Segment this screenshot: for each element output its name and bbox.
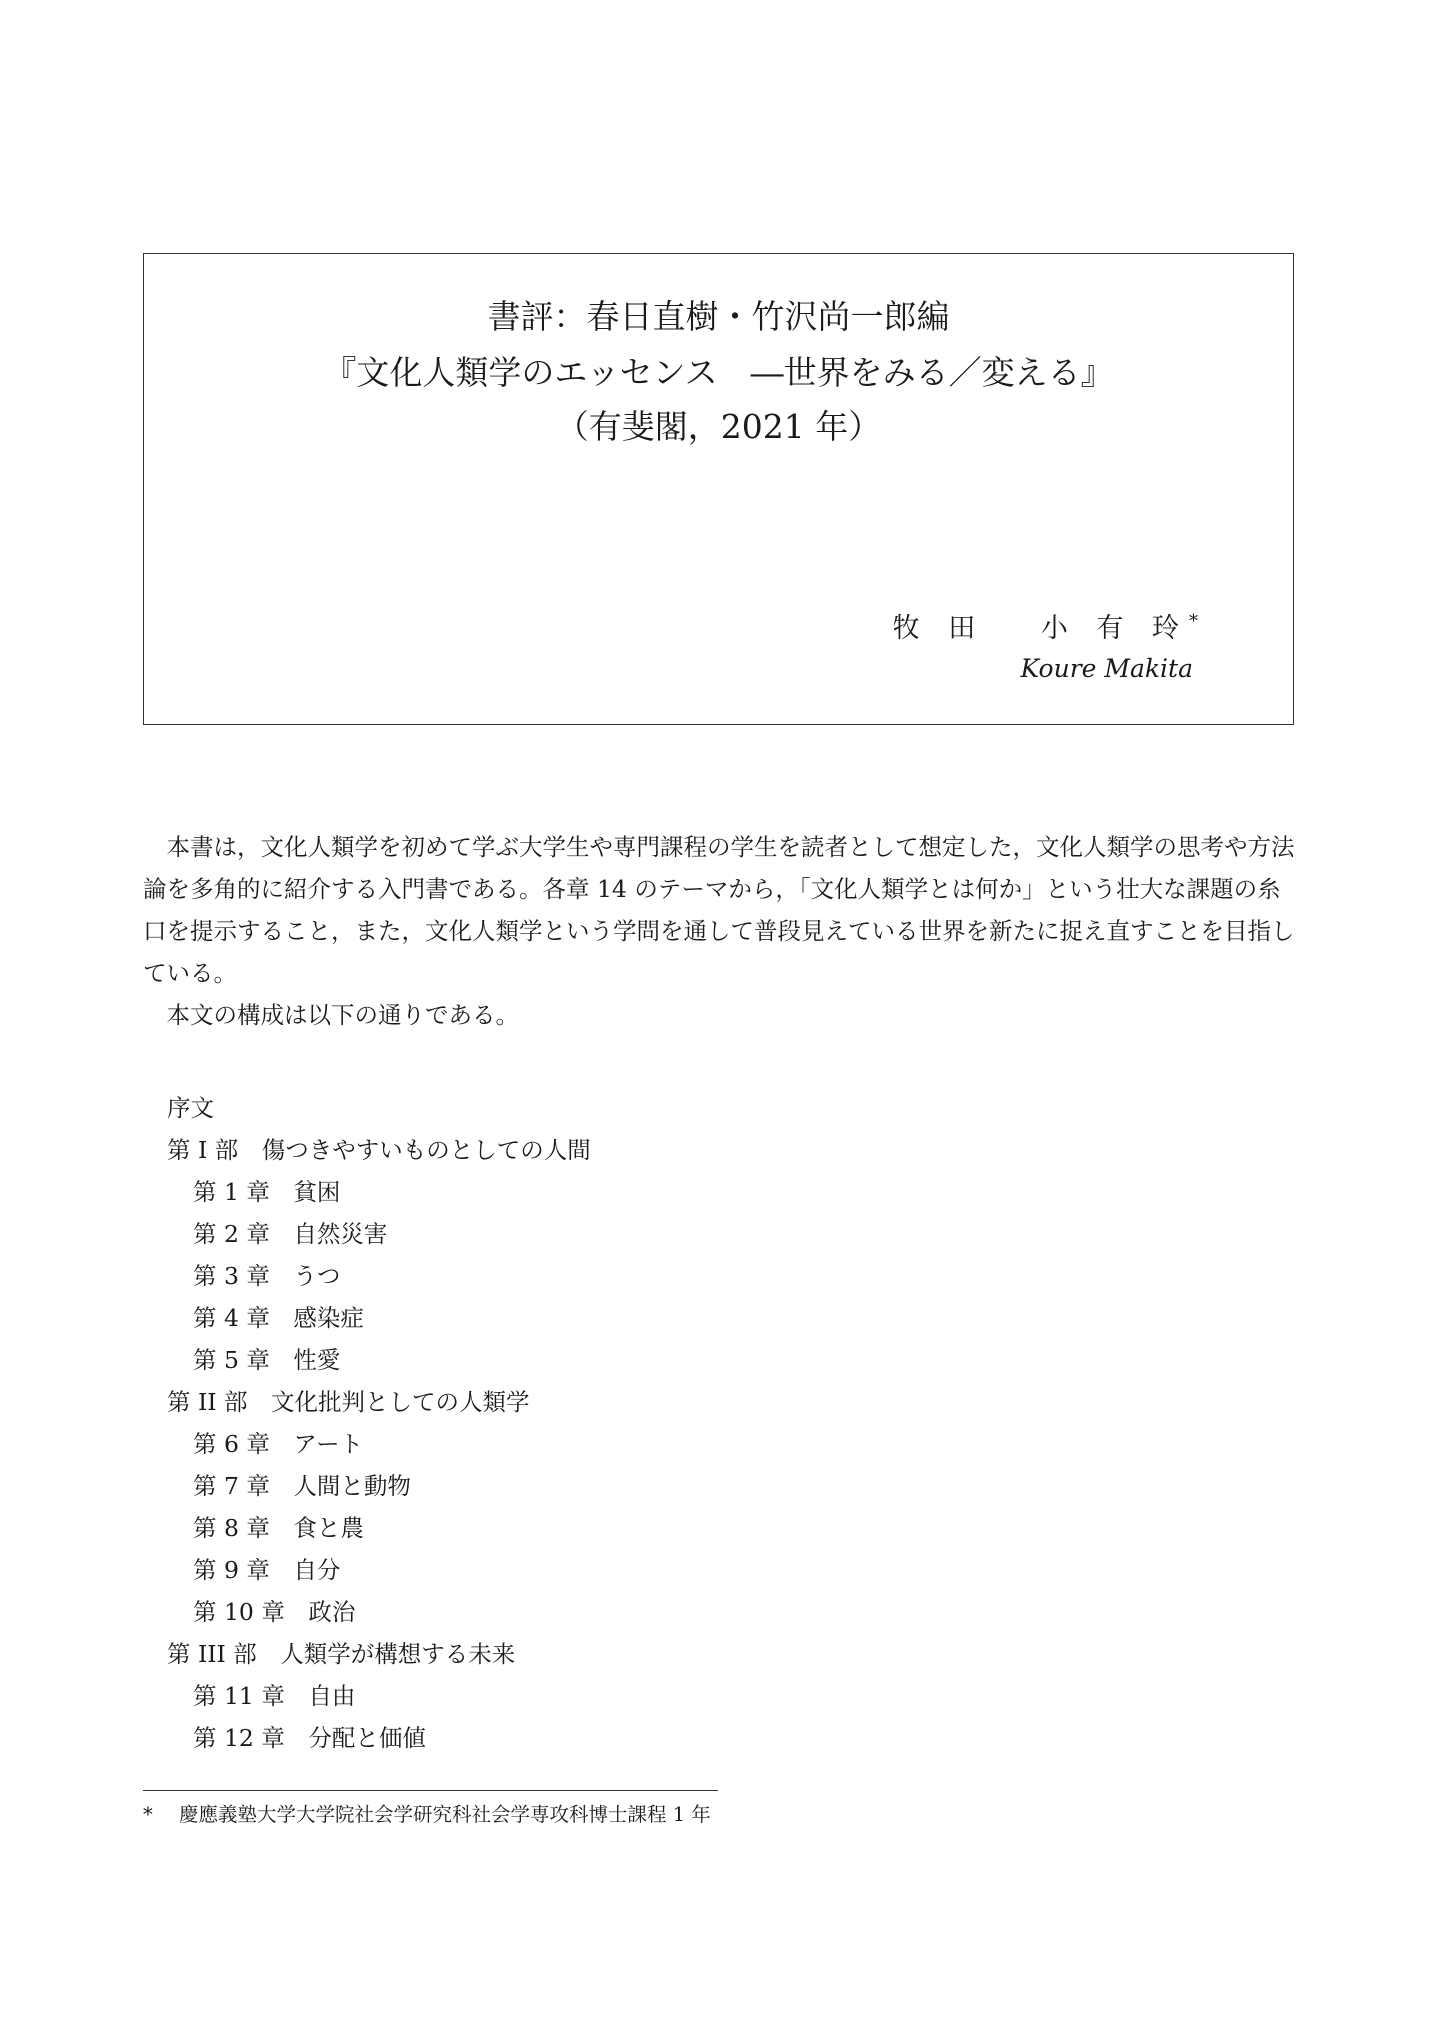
toc-item-chapter: 第 2 章 自然災害 <box>193 1220 388 1248</box>
publisher-year: （有斐閣，2021 年） <box>555 407 882 446</box>
footnote <box>143 1800 711 1830</box>
toc-item-chapter: 第 6 章 アート <box>193 1430 364 1458</box>
toc-item-chapter: 第 1 章 貧困 <box>193 1178 341 1206</box>
toc-item-chapter: 第 3 章 うつ <box>193 1262 341 1290</box>
toc-item-top: 序文 <box>167 1094 214 1122</box>
author-name-en: Koure Makita <box>1020 654 1193 683</box>
toc-item-part: 第 II 部 文化批判としての人類学 <box>167 1388 530 1416</box>
toc-item-chapter: 第 9 章 自分 <box>193 1556 341 1584</box>
body-text <box>143 826 1298 1036</box>
book-title: 『文化人類学のエッセンス ―世界をみる／変える』 <box>323 353 1114 392</box>
footnote-mark: * <box>143 1803 153 1826</box>
footnote-text: 慶應義塾大学大学院社会学研究科社会学専攻科博士課程 1 年 <box>179 1803 711 1826</box>
paragraph-intro: 本書は，文化人類学を初めて学ぶ大学生や専門課程の学生を読者として想定した，文化人類学の思考や方法論を多角的に紹介する入門書である。各章 14 のテーマから，「文化人類学とは何か」という壮大な課題の糸口を提示すること，また，文化人類学という学問を通して普段見えている世界を新たに捉え直すことを目指している。 <box>143 833 1295 987</box>
toc-item-part: 第 III 部 人類学が構想する未来 <box>167 1640 516 1668</box>
toc-item-chapter: 第 4 章 感染症 <box>193 1304 364 1332</box>
toc-item-chapter: 第 12 章 分配と価値 <box>193 1724 426 1752</box>
toc-item-part: 第 I 部 傷つきやすいものとしての人間 <box>167 1136 591 1164</box>
toc-item-chapter: 第 7 章 人間と動物 <box>193 1472 411 1500</box>
author-footnote-mark: * <box>1189 611 1198 632</box>
toc-item-chapter: 第 8 章 食と農 <box>193 1514 364 1542</box>
paragraph-structure: 本文の構成は以下の通りである。 <box>166 1001 519 1029</box>
review-title: 書評：春日直樹・竹沢尚一郎編 <box>487 297 950 336</box>
author-name-ja-text: 牧 田 小 有 玲 <box>892 613 1189 644</box>
toc-item-chapter: 第 11 章 自由 <box>193 1682 356 1710</box>
toc-item-chapter: 第 5 章 性愛 <box>193 1346 341 1374</box>
footnote-divider <box>143 1790 718 1791</box>
toc-item-chapter: 第 10 章 政治 <box>193 1598 356 1626</box>
table-of-contents <box>143 1087 1043 1759</box>
title-box <box>143 253 1294 725</box>
author-name-ja <box>893 606 1198 645</box>
